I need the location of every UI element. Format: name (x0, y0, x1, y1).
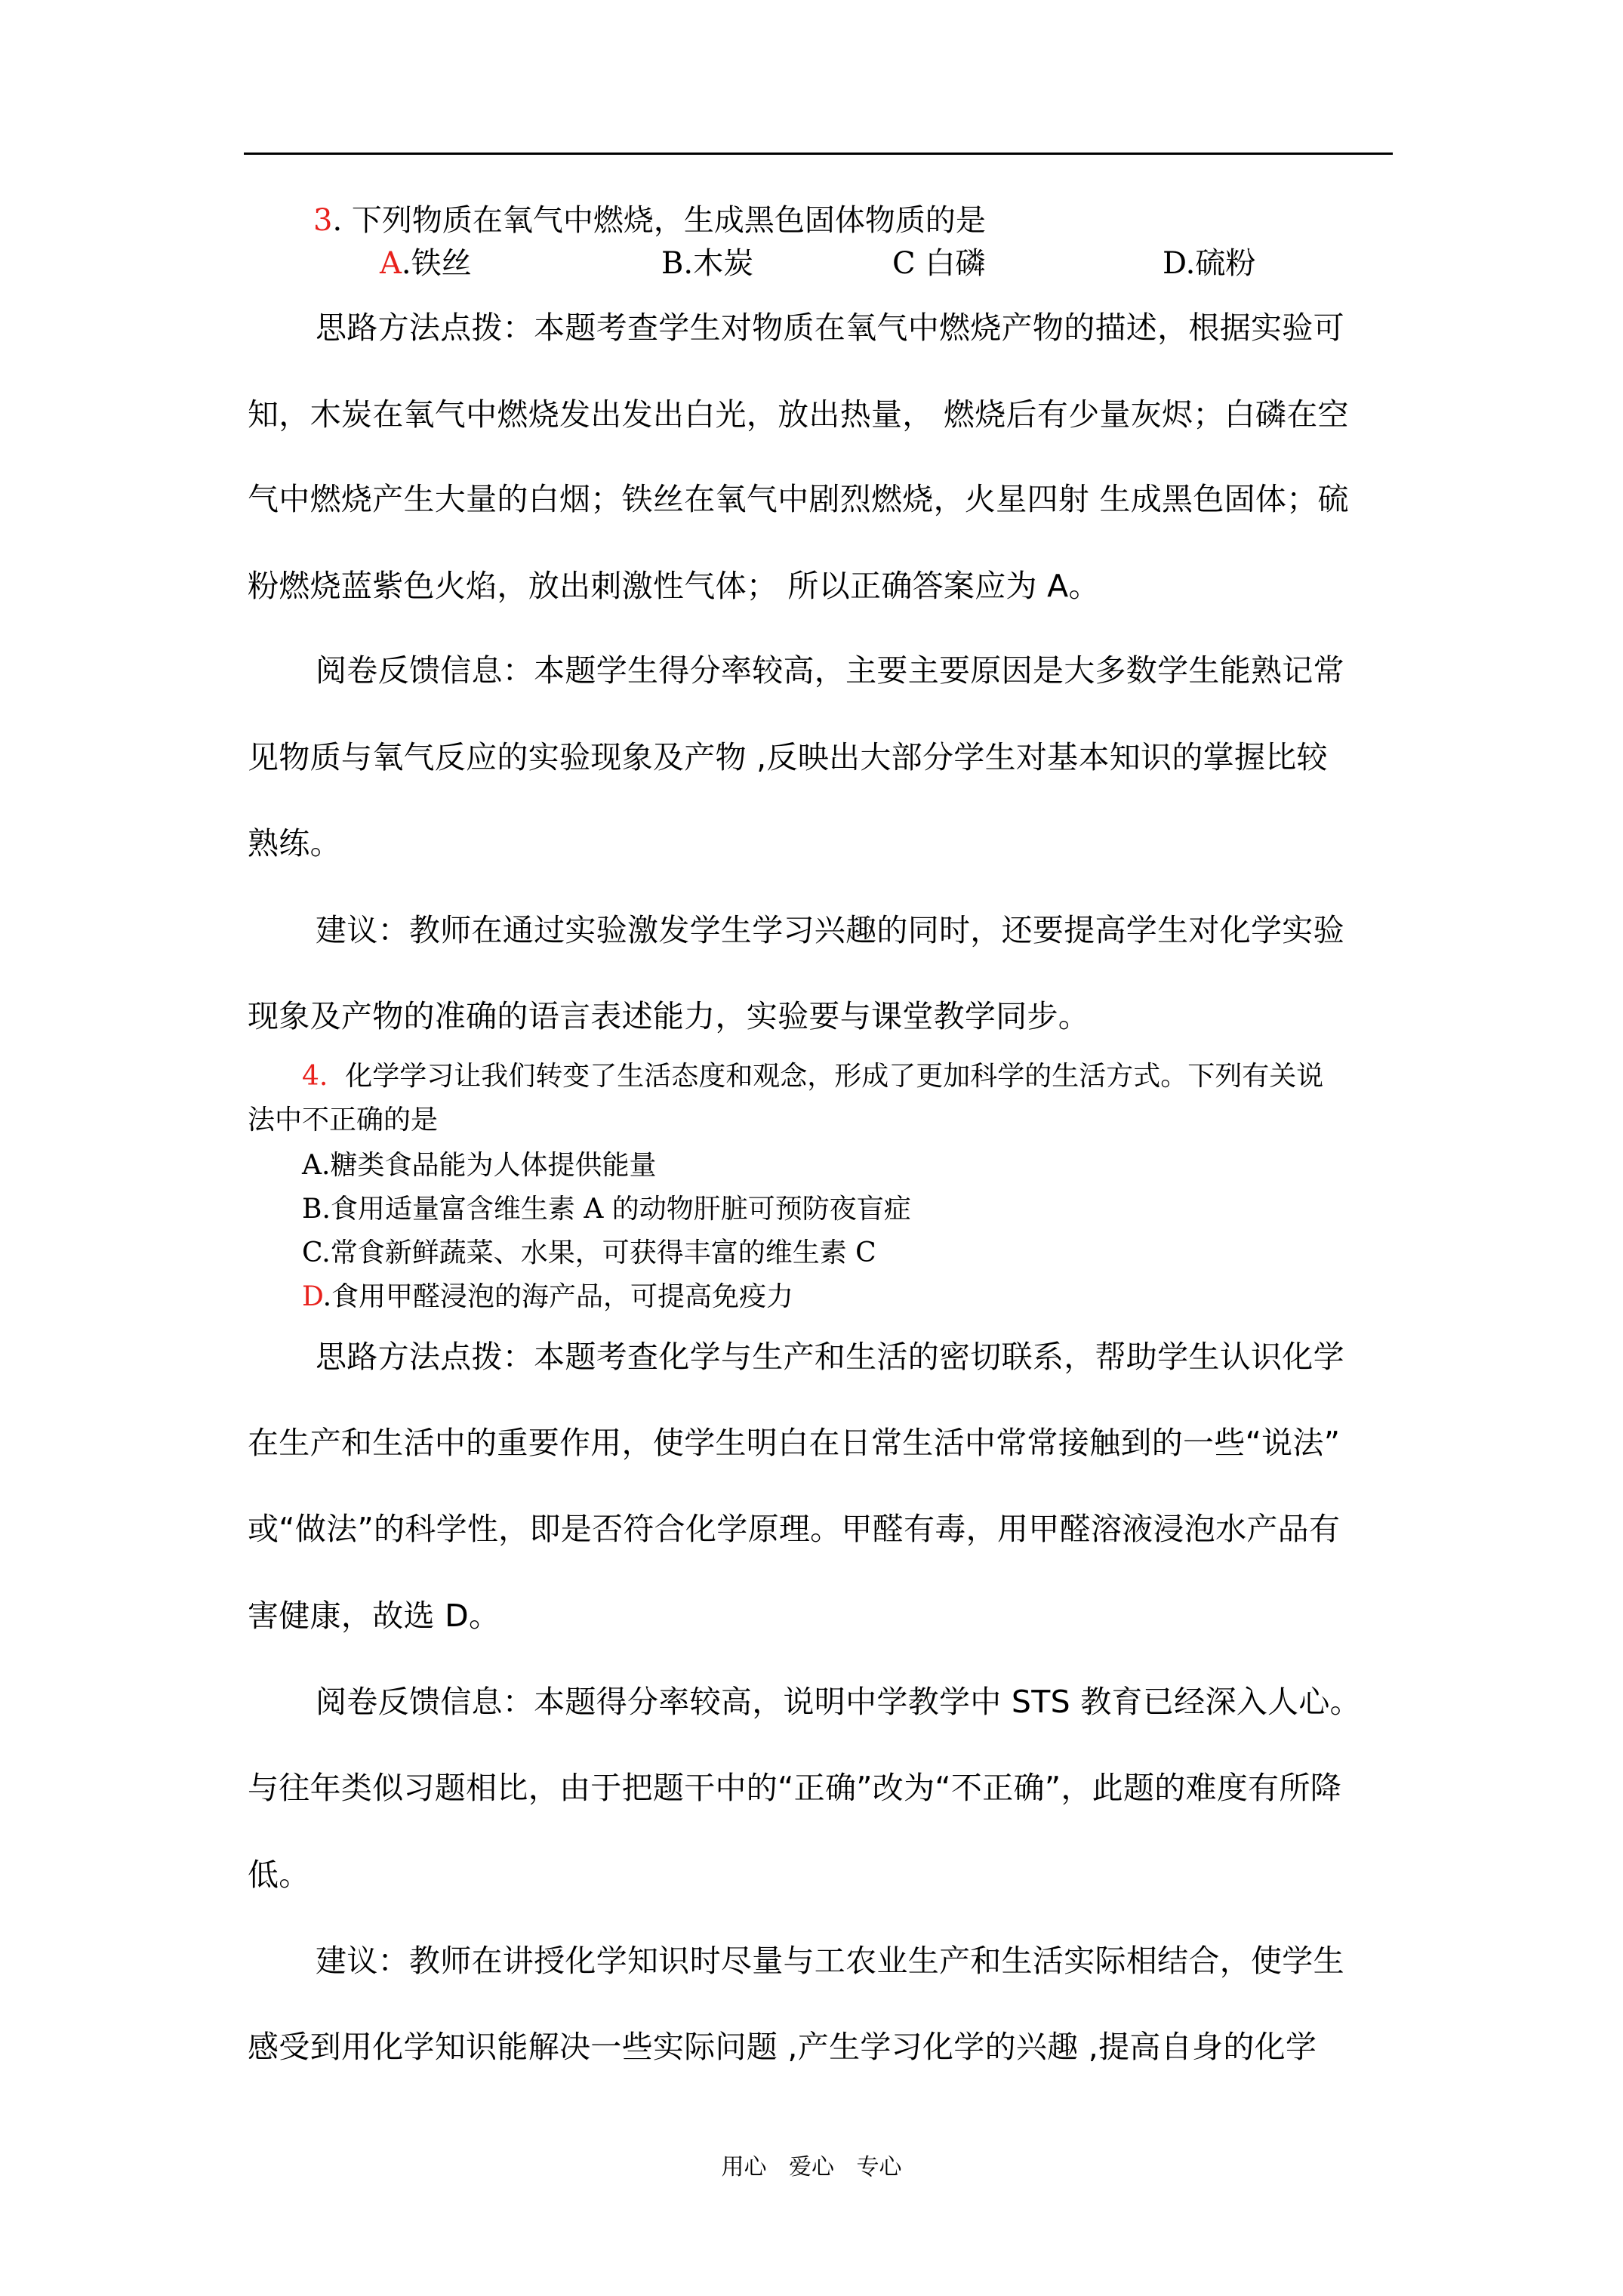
q4-option-b: B.食用适量富含维生素 A 的动物肝脏可预防夜盲症 (302, 1194, 911, 1225)
q3-option-c: C 白磷 (892, 246, 986, 281)
q4-option-c: C.常食新鲜蔬菜、水果，可获得丰富的维生素 C (302, 1237, 876, 1268)
q4-option-d-text: .食用甲醛浸泡的海产品，可提高免疫力 (322, 1281, 794, 1312)
q3-stem (313, 202, 986, 239)
q3-option-a-text: .铁丝 (401, 246, 472, 281)
q3-option-a (380, 245, 472, 282)
q4-stem-text: 化学学习让我们转变了生活态度和观念，形成了更加科学的生活方式。下列有关说 (345, 1061, 1324, 1092)
q3-feedback-line: 见物质与氧气反应的实验现象及产物 ,反映出大部分学生对基本知识的掌握比较 (248, 739, 1328, 775)
page-footer: 用心 爱心 专心 (721, 2154, 902, 2180)
q4-analysis-line: 思路方法点拨：本题考查化学与生产和生活的密切联系，帮助学生认识化学 (316, 1339, 1344, 1375)
q3-feedback-line: 阅卷反馈信息：本题学生得分率较高，主要主要原因是大多数学生能熟记常 (316, 652, 1344, 689)
q3-suggestion-line: 现象及产物的准确的语言表述能力，实验要与课堂教学同步。 (248, 998, 1090, 1034)
q4-analysis-line: 害健康，故选 D。 (248, 1598, 500, 1634)
q4-feedback-line: 与往年类似习题相比，由于把题干中的“正确”改为“不正确”，此题的难度有所降 (248, 1770, 1342, 1806)
q4-analysis-line: 在生产和生活中的重要作用，使学生明白在日常生活中常常接触到的一些“说法” (248, 1425, 1341, 1461)
q3-analysis-line: 气中燃烧产生大量的白烟；铁丝在氧气中剧烈燃烧，火星四射 生成黑色固体；硫 (248, 481, 1349, 517)
q4-suggestion-line: 建议：教师在讲授化学知识时尽量与工农业生产和生活实际相结合，使学生 (316, 1943, 1344, 1979)
q4-number: 4. (302, 1061, 328, 1092)
q4-analysis-line: 或“做法”的科学性，即是否符合化学原理。甲醛有毒，用甲醛溶液浸泡水产品有 (248, 1511, 1341, 1547)
q4-feedback-line: 低。 (248, 1857, 310, 1893)
q3-option-d: D.硫粉 (1163, 246, 1256, 281)
q3-stem-text: . 下列物质在氧气中燃烧，生成黑色固体物质的是 (332, 203, 986, 238)
q3-analysis-line: 思路方法点拨：本题考查学生对物质在氧气中燃烧产物的描述，根据实验可 (316, 310, 1344, 346)
q4-stem-line2: 法中不正确的是 (248, 1105, 439, 1136)
q4-feedback-line: 阅卷反馈信息：本题得分率较高，说明中学教学中 STS 教育已经深入人心。 (316, 1684, 1361, 1720)
q4-suggestion-line: 感受到用化学知识能解决一些实际问题 ,产生学习化学的兴趣 ,提高自身的化学 (248, 2029, 1317, 2065)
q4-option-d-letter: D (302, 1281, 323, 1312)
q3-option-a-letter: A (380, 246, 402, 281)
q3-feedback-line: 熟练。 (248, 825, 341, 861)
q3-analysis-line: 知，木炭在氧气中燃烧发出发出白光，放出热量， 燃烧后有少量灰烬；白磷在空 (248, 396, 1349, 433)
q3-analysis-line: 粉燃烧蓝紫色火焰，放出刺激性气体； 所以正确答案应为 A。 (248, 568, 1100, 604)
q3-number: 3 (313, 203, 333, 238)
q3-suggestion-line: 建议：教师在通过实验激发学生学习兴趣的同时，还要提高学生对化学实验 (316, 912, 1344, 948)
q4-stem-line1 (302, 1060, 1323, 1093)
q4-option-a: A.糖类食品能为人体提供能量 (302, 1150, 657, 1181)
q4-option-d (302, 1281, 793, 1314)
q3-option-b: B.木炭 (661, 246, 754, 281)
header-rule (244, 153, 1393, 155)
